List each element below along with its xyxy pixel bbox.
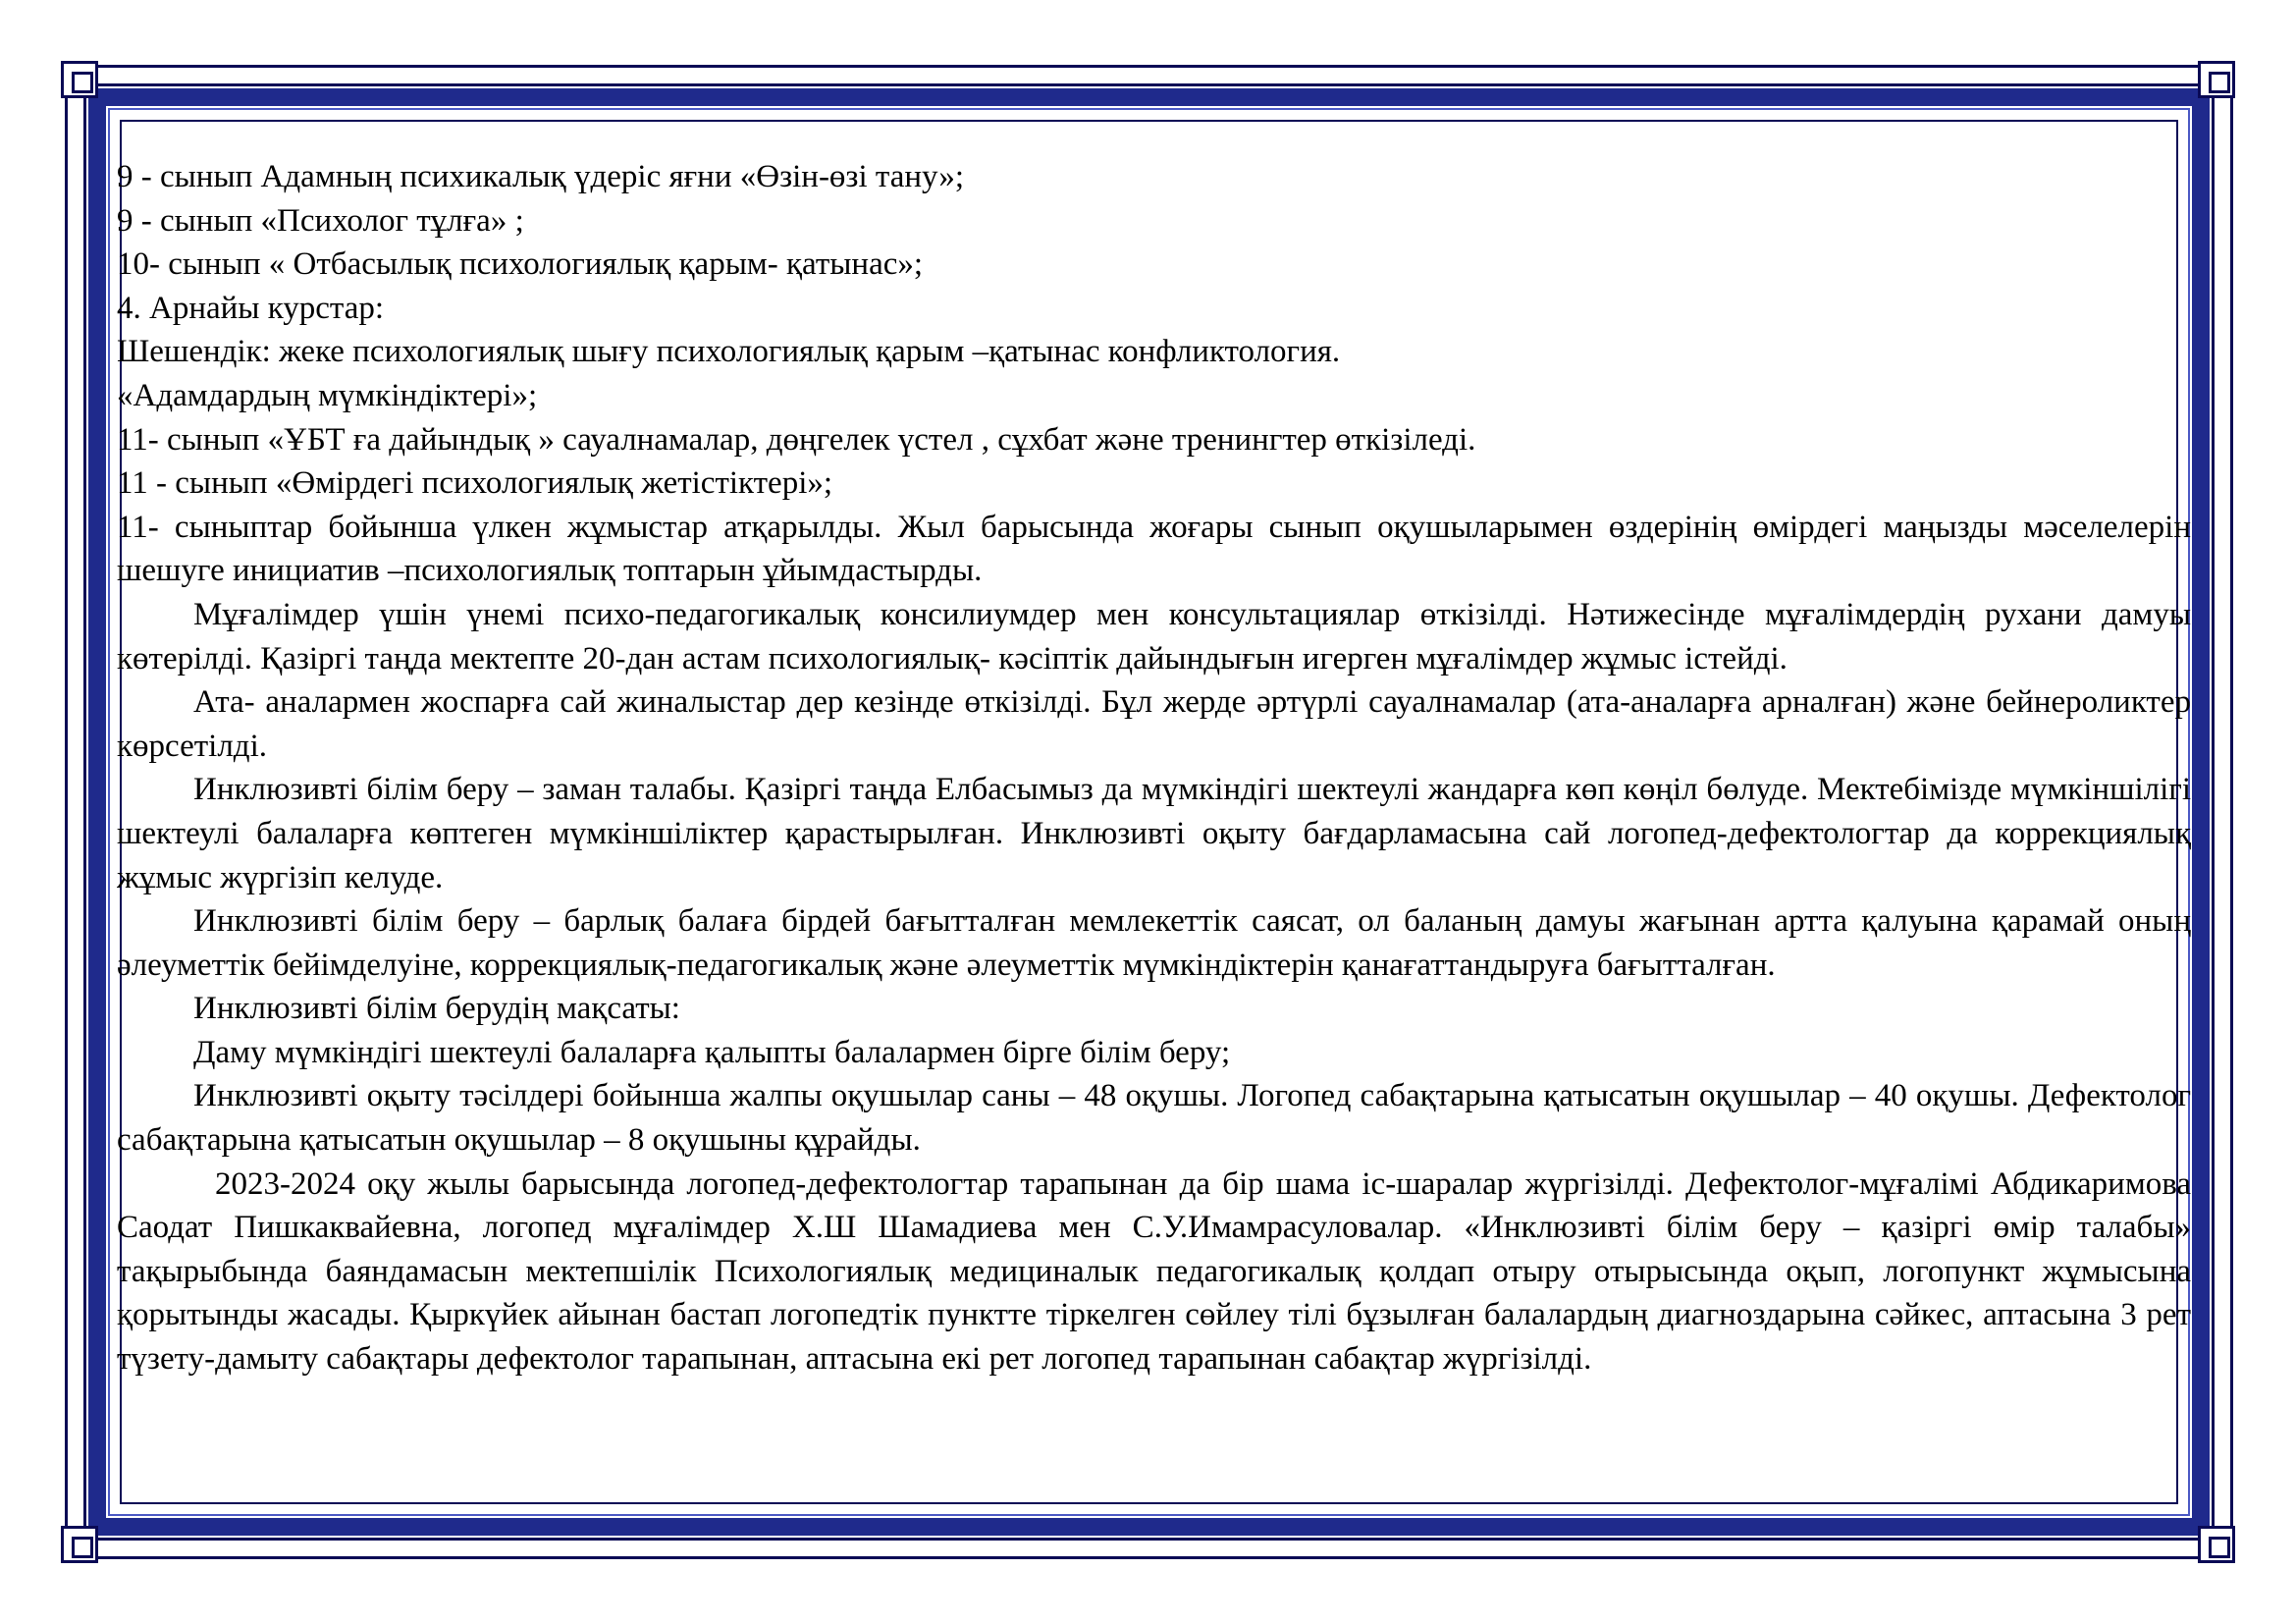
- paragraph-teachers: Мұғалімдер үшін үнемі психо-педагогикалық консилиумдер мен консультациялар өткізілді. Нәтижесінде мұғалімдердің рухани дамуы көтерілді. Қазіргі таңда мектепте 20-дан астам психологиялық- кәсіптік дайындығын игерген мұғалімдер жұмыс істейді.: [117, 596, 2191, 677]
- paragraph-goal-item: Даму мүмкіндігі шектеулі балаларға қалыпты балалармен бірге білім беру;: [193, 1034, 1231, 1070]
- paragraph-inclusive-goal: Инклюзивті білім берудің мақсаты:: [193, 991, 680, 1027]
- paragraph-grade11-work: 11- сыныптар бойынша үлкен жұмыстар атқарылды. Жыл барысында жоғары сынып оқушыларымен өздерінің өмірдегі маңызды мәселелерін шешуге инициатив –психологиялық топтарын ұйымдастырды.: [117, 509, 2191, 589]
- paragraph-parents: Ата- аналармен жоспарға сай жиналыстар дер кезінде өткізілді. Бұл жерде әртүрлі сауалнамалар (ата-аналарға арналған) және бейнероликтер көрсетілді.: [117, 684, 2191, 764]
- document-body: [117, 155, 2191, 1515]
- corner-ornament-top-right: [2198, 61, 2235, 98]
- corner-ornament-bottom-left: [61, 1526, 98, 1563]
- line-special-courses-heading: 4. Арнайы курстар:: [117, 290, 385, 326]
- line-grade11-achievements: 11 - сынып «Өмірдегі психологиялық жетістіктері»;: [117, 465, 833, 502]
- paragraph-school-year: 2023-2024 оқу жылы барысында логопед-дефектологтар тарапынан да бір шама іс-шаралар жүргізілді. Дефектолог-мұғалімі Абдикаримова Саодат Пишкаквайевна, логопед мұғалімдер Х.Ш Шамадиева мен С.У.Имамрасуловалар. «Инклюзивті білім беру – қазіргі өмір талабы» тақырыбында баяндамасын мектепшілік Психологиялық медициналык педагогикалық қолдап отыру отырысында оқып, логопункт жұмысына қорытынды жасады. Қыркүйек айынан бастап логопедтік пунктте тіркелген сөйлеу тілі бұзылған балалардың диагноздарына сәйкес, аптасына 3 рет түзету-дамыту сабақтары дефектолог тарапынан, аптасына екі рет логопед тарапынан сабақтар жүргізілді.: [117, 1165, 2191, 1378]
- paragraph-inclusive-requirement: Инклюзивті білім беру – заман талабы. Қазіргі таңда Елбасымыз да мүмкіндігі шектеулі жандарға көп көңіл бөлуде. Мектебімізде мүмкіншілігі шектеулі балаларға көптеген мүмкіншіліктер қарастырылған. Инклюзивті оқыту бағдарламасына сай логопед-дефектологтар да коррекциялық жұмыс жүргізіп келуде.: [117, 772, 2191, 895]
- paragraph-inclusive-policy: Инклюзивті білім беру – барлық балаға бірдей бағытталған мемлекеттік саясат, ол баланың дамуы жағынан артта қалуына қарамай оның әлеуметтік бейімделуіне, коррекциялық-педагогикалық және әлеуметтік мүмкіндіктерін қанағаттандыруға бағытталған.: [117, 903, 2191, 983]
- line-grade9-psychologist: 9 - сынып «Психолог тұлға» ;: [117, 202, 524, 239]
- line-rhetoric: Шешендік: жеке психологиялық шығу психологиялық қарым –қатынас конфликтология.: [117, 334, 1341, 370]
- line-human-abilities: «Адамдардың мүмкіндіктері»;: [117, 377, 538, 413]
- line-grade10-family: 10- сынып « Отбасылық психологиялық қарым- қатынас»;: [117, 246, 924, 283]
- line-grade11-ent: 11- сынып «ҰБТ ға дайындық » сауалнамалар, дөңгелек үстел , сұхбат және тренингтер өткізіледі.: [117, 421, 1476, 458]
- corner-ornament-bottom-right: [2198, 1526, 2235, 1563]
- corner-ornament-top-left: [61, 61, 98, 98]
- paragraph-student-counts: Инклюзивті оқыту тәсілдері бойынша жалпы оқушылар саны – 48 оқушы. Логопед сабақтарына қатысатын оқушылар – 40 оқушы. Дефектолог сабақтарына қатысатын оқушылар – 8 оқушыны құрайды.: [117, 1078, 2191, 1159]
- line-grade9-self-knowledge: 9 - сынып Адамның психикалық үдеріс яғни «Өзін-өзі тану»;: [117, 159, 965, 194]
